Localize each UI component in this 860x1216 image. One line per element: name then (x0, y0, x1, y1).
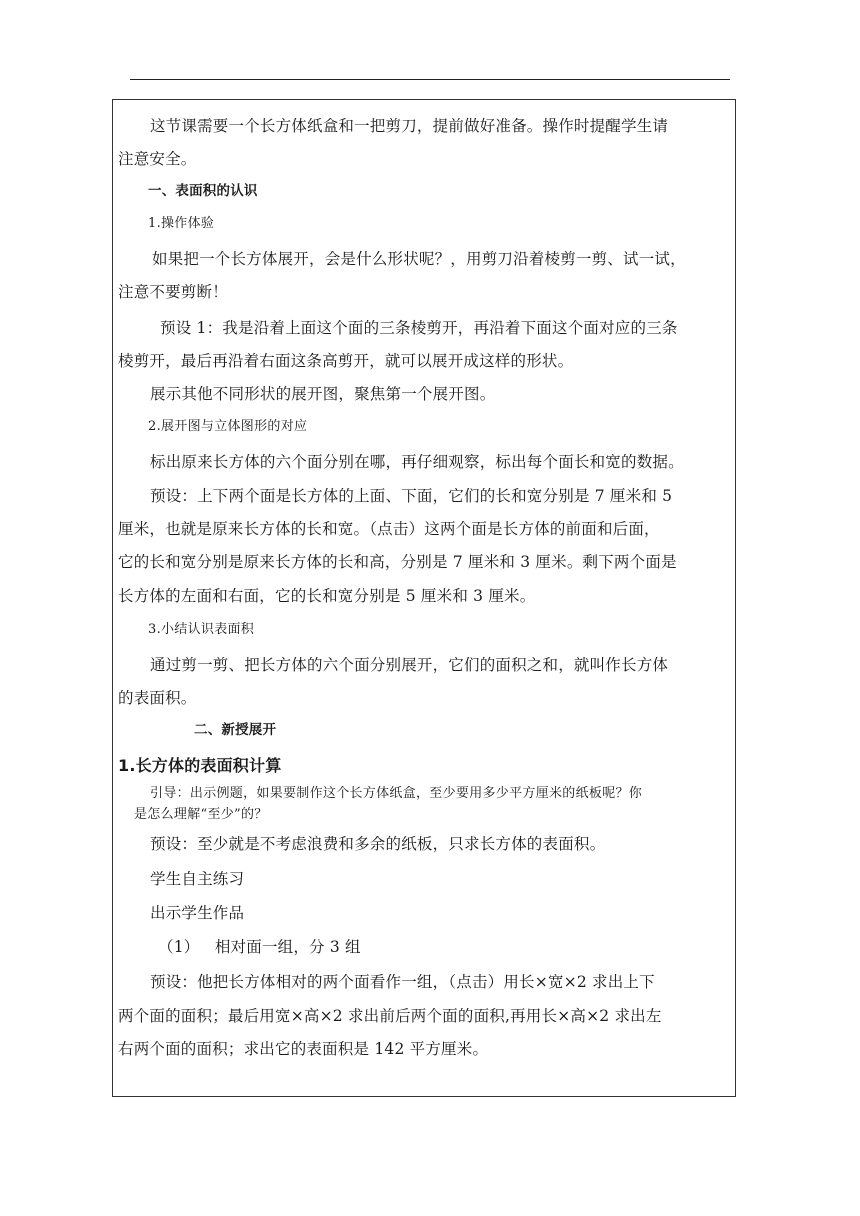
section-heading: 一、表面积的认识 (148, 183, 258, 199)
list-item: （1） 相对面一组，分 3 组 (158, 938, 361, 956)
paragraph-line: 预设：他把长方体相对的两个面看作一组，（点击）用长×宽×2 求出上下 (150, 973, 655, 991)
paragraph-line: 它的长和宽分别是原来长方体的长和高，分别是 7 厘米和 3 厘米。剩下两个面是 (118, 553, 677, 571)
paragraph-line: 引导：出示例题，如果要制作这个长方体纸盒，至少要用多少平方厘米的纸板呢？你 (150, 786, 643, 801)
paragraph-line: 两个面的面积；最后用宽×高×2 求出前后两个面的面积,再用长×高×2 求出左 (118, 1007, 662, 1025)
paragraph-line: 右两个面的面积；求出它的表面积是 142 平方厘米。 (118, 1040, 489, 1058)
paragraph-line: 注意不要剪断！ (118, 283, 228, 301)
paragraph-line: 预设 1：我是沿着上面这个面的三条棱剪开，再沿着下面这个面对应的三条 (160, 319, 678, 337)
paragraph-line: 注意安全。 (118, 150, 197, 168)
page-header-rule (130, 79, 730, 80)
paragraph-line: 预设：上下两个面是长方体的上面、下面，它们的长和宽分别是 7 厘米和 5 (150, 487, 673, 505)
paragraph-line: 展示其他不同形状的展开图，聚焦第一个展开图。 (150, 385, 496, 403)
subsection-heading: 1.操作体验 (148, 216, 215, 231)
section-heading: 二、新授展开 (194, 722, 277, 738)
paragraph-line: 通过剪一剪、把长方体的六个面分别展开，它们的面积之和，就叫作长方体 (150, 656, 669, 674)
paragraph-line: 厘米，也就是原来长方体的长和宽。（点击）这两个面是长方体的前面和后面， (118, 520, 660, 538)
paragraph-line: 出示学生作品 (150, 904, 245, 922)
paragraph-line: 这节课需要一个长方体纸盒和一把剪刀，提前做好准备。操作时提醒学生请 (150, 117, 669, 135)
paragraph-line: 长方体的左面和右面，它的长和宽分别是 5 厘米和 3 厘米。 (118, 587, 536, 605)
paragraph-line: 预设：至少就是不考虑浪费和多余的纸板，只求长方体的表面积。 (150, 835, 606, 853)
paragraph-line: 是怎么理解“至少”的？ (134, 807, 268, 822)
subsection-heading: 3.小结认识表面积 (148, 622, 255, 637)
paragraph-line: 棱剪开，最后再沿着右面这条高剪开，就可以展开成这样的形状。 (118, 352, 574, 370)
paragraph-line: 学生自主练习 (150, 870, 245, 888)
paragraph-line: 标出原来长方体的六个面分别在哪，再仔细观察，标出每个面长和宽的数据。 (150, 453, 684, 471)
paragraph-line: 如果把一个长方体展开，会是什么形状呢？，用剪刀沿着棱剪一剪、试一试， (152, 250, 686, 268)
subsection-heading: 2.展开图与立体图形的对应 (148, 419, 308, 434)
paragraph-line: 的表面积。 (118, 689, 197, 707)
subsection-heading: 1.长方体的表面积计算 (118, 756, 282, 775)
